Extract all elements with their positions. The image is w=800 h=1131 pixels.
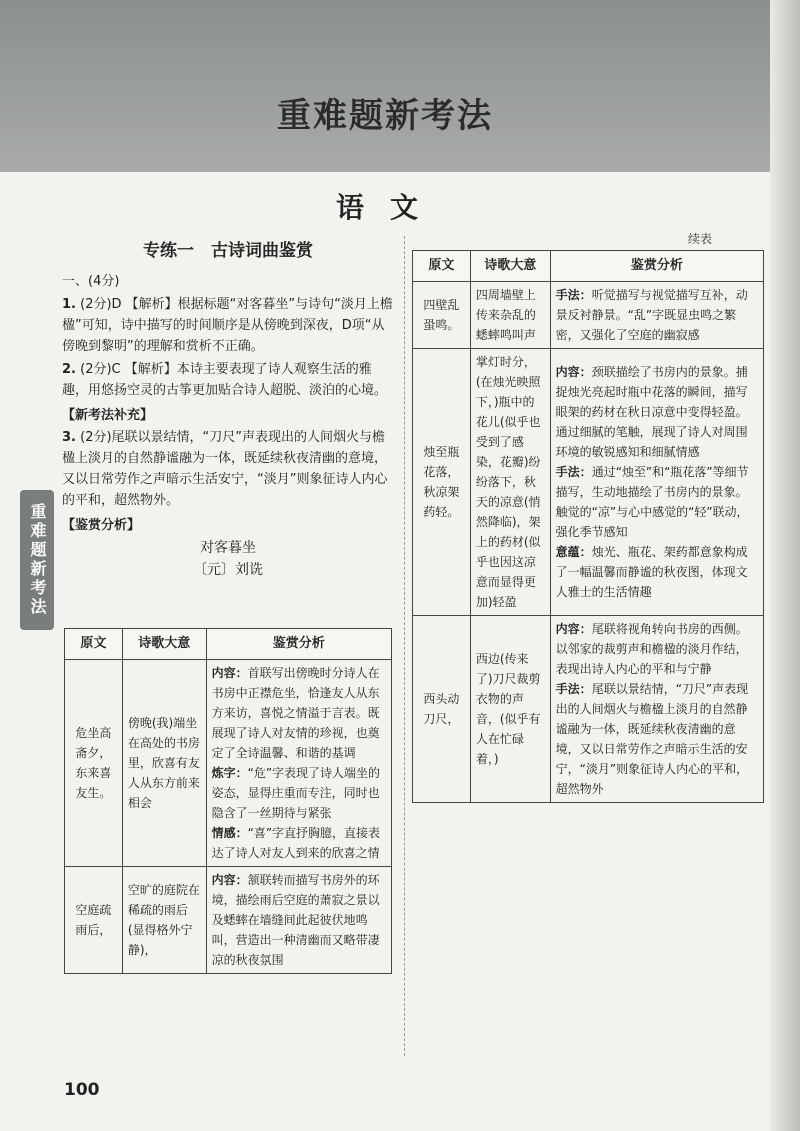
header-original: 原文	[413, 251, 471, 282]
cell-meaning: 四周墙壁上传来杂乱的蟋蟀鸣叫声	[470, 282, 550, 349]
analysis-text: “喜”字直抒胸臆，直接表达了诗人对友人到来的欣喜之情	[211, 826, 381, 860]
analysis-table-2	[412, 250, 764, 803]
answer-text: (2分)C 【解析】本诗主要表现了诗人观察生活的雅趣，用悠扬空灵的古筝更加贴合诗人超脱、淡泊的心境。	[62, 362, 388, 398]
analysis-label: 手法：	[555, 682, 592, 696]
analysis-label: 手法：	[555, 288, 592, 302]
section-title: 专练一 古诗词曲鉴赏	[143, 241, 313, 261]
poem-author: 〔元〕刘诜	[193, 562, 263, 578]
subject-title: 语文	[335, 191, 444, 224]
cell-meaning: 空旷的庭院在稀疏的雨后(显得格外宁静)，	[122, 867, 206, 974]
supplement-title: 【新考法补充】	[62, 408, 154, 423]
side-tab: 重难题新考法	[20, 490, 54, 630]
answer-text: (2分)D 【解析】根据标题“对客暮坐”与诗句“淡月上檐楹”可知，诗中描写的时间顺序是从傍晚到深夜，D项“从傍晚到黎明”的理解和赏析不正确。	[62, 297, 393, 354]
answer-2	[62, 359, 394, 401]
page-header-title: 重难题新考法	[277, 96, 493, 136]
cell-meaning: 掌灯时分，(在烛光映照下，)瓶中的花儿(似乎也受到了感染，花瓣)纷纷落下，秋天的凉意(悄然降临)，架上的药材(似乎也因这凉意而显得更加)轻盈	[470, 349, 550, 616]
cell-analysis	[206, 660, 391, 867]
header-meaning: 诗歌大意	[470, 251, 550, 282]
answer-1	[62, 294, 394, 357]
cell-analysis	[206, 867, 391, 974]
answer-text: (2分)尾联以景结情，“刀尺”声表现出的人间烟火与檐楹上淡月的自然静谧融为一体，既延续秋夜清幽的意境，又以日常劳作之声暗示生活安宁，“淡月”则象征诗人内心的平和，超然物外。	[62, 430, 388, 508]
analysis-text: 颈联描绘了书房内的景象。捕捉烛光亮起时瓶中花落的瞬间，描写眼架的药材在秋日凉意中变得轻盈。通过细腻的笔触，展现了诗人对周围环境的敏锐感知和细腻情感	[555, 365, 748, 459]
cell-original: 四壁乱蛩鸣。	[413, 282, 471, 349]
analysis-label: 手法：	[555, 465, 592, 479]
analysis-label: 内容：	[211, 666, 248, 680]
answer-number: 3.	[62, 430, 76, 445]
analysis-label: 意蕴：	[555, 545, 592, 559]
analysis-label: 内容：	[555, 365, 592, 379]
cell-analysis	[550, 616, 763, 803]
cell-original: 烛至瓶花落，秋凉架药轻。	[413, 349, 471, 616]
answer-3	[62, 427, 394, 511]
header-analysis: 鉴赏分析	[550, 251, 763, 282]
table-header-row	[65, 629, 392, 660]
analysis-text: “危”字表现了诗人端坐的姿态，显得庄重而专注，同时也隐含了一丝期待与紧张	[211, 766, 381, 820]
question-head: 一、(4分)	[62, 274, 120, 289]
cell-meaning: 西边(传来了)刀尺裁剪衣物的声音，(似乎有人在忙碌着，)	[470, 616, 550, 803]
analysis-label: 内容：	[211, 873, 248, 887]
answer-number: 2.	[62, 362, 76, 377]
header-meaning: 诗歌大意	[122, 629, 206, 660]
analysis-text: 烛光、瓶花、架药都意象构成了一幅温馨而静谧的秋夜图，体现文人雅士的生活情趣	[555, 545, 748, 599]
analysis-text: 首联写出傍晚时分诗人在书房中正襟危坐，恰逢友人从东方来访，喜悦之情溢于言表。既展现了诗人对友情的珍视，也奠定了全诗温馨、和谐的基调	[211, 666, 380, 760]
column-divider	[404, 236, 405, 1056]
cell-original: 危坐高斋夕，东来喜友生。	[65, 660, 123, 867]
header-band	[0, 0, 770, 172]
header-analysis: 鉴赏分析	[206, 629, 391, 660]
analysis-text: 通过“烛至”和“瓶花落”等细节描写，生动地描绘了书房内的景象。触觉的“凉”与心中感觉的“轻”联动，强化季节感知	[555, 465, 749, 539]
poem-title: 对客暮坐	[200, 540, 256, 556]
table-row	[413, 616, 764, 803]
cell-original: 西头动刀尺，	[413, 616, 471, 803]
table-header-row	[413, 251, 764, 282]
cell-original: 空庭疏雨后，	[65, 867, 123, 974]
analysis-text: 尾联将视角转向书房的西侧。以邻家的裁剪声和檐楹的淡月作结，表现出诗人内心的平和与宁静	[555, 622, 748, 676]
cell-meaning: 傍晚(我)端坐在高处的书房里，欣喜有友人从东方前来相会	[122, 660, 206, 867]
page-number: 100	[64, 1080, 100, 1100]
analysis-text: 听觉描写与视觉描写互补，动景反衬静景。“乱”字既显虫鸣之繁密，又强化了空庭的幽寂感	[555, 288, 748, 342]
analysis-text: 颔联转而描写书房外的环境，描绘雨后空庭的萧寂之景以及蟋蟀在墙缝间此起彼伏地鸣叫，营造出一种清幽而又略带凄凉的秋夜氛围	[211, 873, 380, 967]
analysis-label: 内容：	[555, 622, 592, 636]
cell-analysis	[550, 282, 763, 349]
page-edge-shadow	[770, 0, 800, 1131]
table-row	[413, 282, 764, 349]
continued-label: 续表	[688, 232, 713, 246]
answer-number: 1.	[62, 297, 76, 312]
table-row	[65, 867, 392, 974]
analysis-table-1	[64, 628, 392, 974]
analysis-label: 情感：	[211, 826, 248, 840]
analysis-label: 炼字：	[211, 766, 248, 780]
table-row	[65, 660, 392, 867]
header-original: 原文	[65, 629, 123, 660]
analysis-text: 尾联以景结情，“刀尺”声表现出的人间烟火与檐楹上淡月的自然静谧融为一体，既延续秋夜清幽的意境，又以日常劳作之声暗示生活的安宁，“淡月”则象征诗人内心的平和，超然物外	[555, 682, 749, 796]
table-row	[413, 349, 764, 616]
left-column	[62, 236, 394, 587]
analysis-title: 【鉴赏分析】	[62, 518, 141, 533]
cell-analysis	[550, 349, 763, 616]
